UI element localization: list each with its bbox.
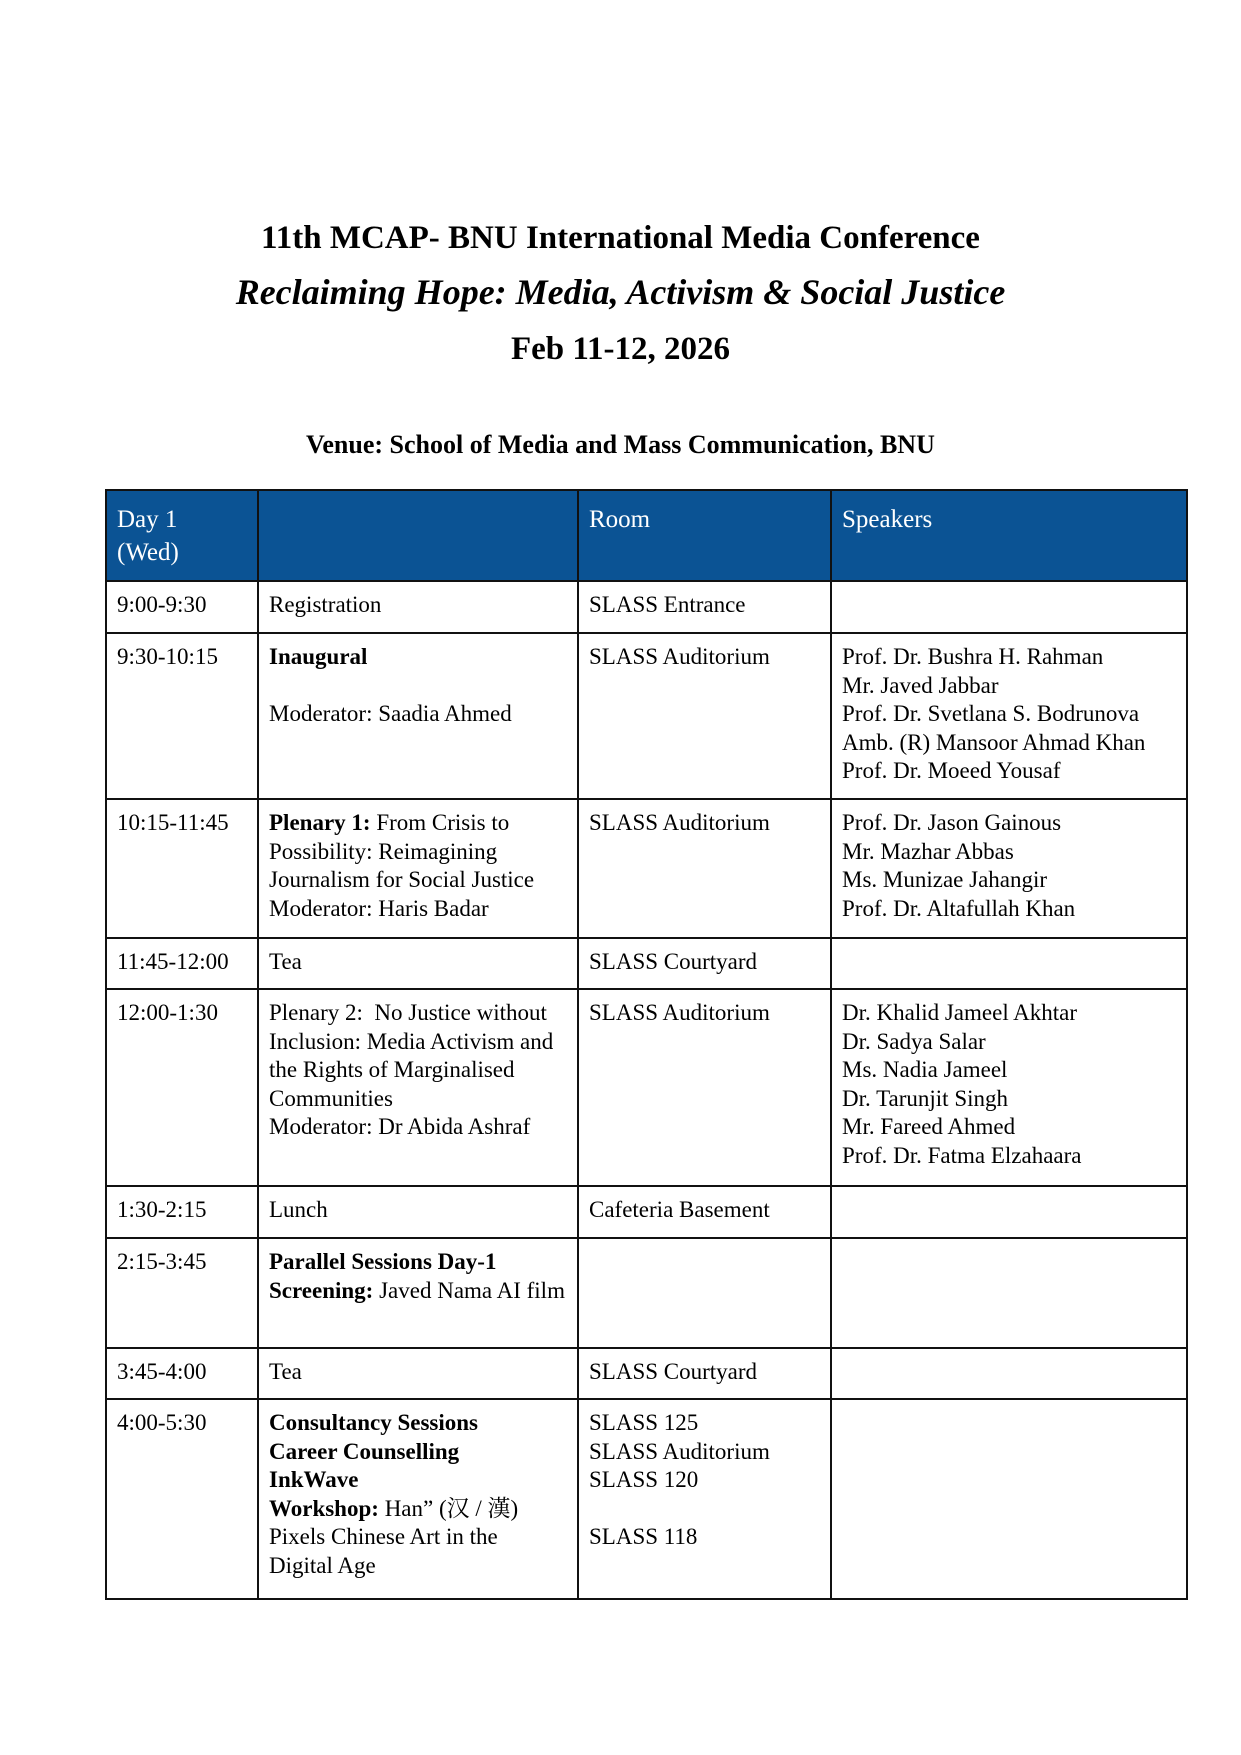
time-cell: 10:15-11:45	[106, 799, 258, 938]
session-cell	[258, 989, 578, 1186]
speaker: Ms. Nadia Jameel	[842, 1057, 1008, 1082]
room-cell: Cafeteria Basement	[578, 1186, 831, 1238]
speaker: Amb. (R) Mansoor Ahmad Khan	[842, 729, 1146, 755]
speakers-cell	[831, 1348, 1187, 1399]
speaker: Prof. Dr. Bushra H. Rahman	[842, 644, 1104, 669]
session-item: Career Counselling	[269, 1438, 460, 1464]
speakers-cell	[831, 938, 1187, 989]
session-item: InkWave	[269, 1467, 359, 1492]
session-cell: Tea	[258, 938, 578, 989]
speakers-cell	[831, 1399, 1187, 1599]
time-cell: 11:45-12:00	[106, 938, 258, 989]
speakers-cell	[831, 581, 1187, 633]
header-day	[106, 490, 258, 581]
header-weekday-label: (Wed)	[117, 539, 179, 566]
speaker: Prof. Dr. Fatma Elzahaara	[842, 1142, 1082, 1168]
header-session	[258, 490, 578, 581]
table-row	[106, 799, 1187, 938]
table-row	[106, 1399, 1187, 1599]
session-title: Plenary 1:	[269, 810, 371, 835]
room-cell	[578, 1399, 831, 1599]
time-cell: 2:15-3:45	[106, 1238, 258, 1348]
speaker: Dr. Khalid Jameel Akhtar	[842, 1000, 1078, 1025]
speaker: Dr. Tarunjit Singh	[842, 1085, 1008, 1111]
room-item: SLASS 118	[589, 1524, 698, 1549]
moderator: Moderator: Haris Badar	[269, 895, 489, 921]
conference-theme: Reclaiming Hope: Media, Activism & Social Justice	[235, 272, 1006, 312]
screening-description: Javed Nama AI film	[373, 1277, 565, 1303]
session-description: Plenary 2: No Justice without Inclusion: Media Activism and the Rights of Marginalised Communities	[269, 1000, 560, 1111]
header-room: Room	[578, 490, 831, 581]
room-cell: SLASS Courtyard	[578, 938, 831, 989]
speaker: Mr. Fareed Ahmed	[842, 1114, 1016, 1139]
table-row	[106, 581, 1187, 633]
session-title: Inaugural	[269, 644, 368, 669]
moderator: Moderator: Dr Abida Ashraf	[269, 1114, 531, 1139]
table-row	[106, 633, 1187, 799]
room-item: SLASS Auditorium	[589, 1438, 770, 1464]
session-cell	[258, 633, 578, 799]
session-cell	[258, 799, 578, 938]
session-cell: Registration	[258, 581, 578, 633]
session-cell: Lunch	[258, 1186, 578, 1238]
table-header-row	[106, 490, 1187, 581]
session-title: Parallel Sessions Day-1	[269, 1249, 497, 1274]
room-item-empty	[589, 1495, 820, 1524]
time-cell: 4:00-5:30	[106, 1399, 258, 1599]
time-cell: 9:00-9:30	[106, 581, 258, 633]
speakers-cell	[831, 633, 1187, 799]
room-cell: SLASS Auditorium	[578, 799, 831, 938]
session-item: Consultancy Sessions	[269, 1410, 478, 1435]
speaker: Dr. Sadya Salar	[842, 1028, 986, 1054]
schedule-table	[105, 489, 1188, 1600]
speaker: Prof. Dr. Moeed Yousaf	[842, 758, 1061, 783]
session-description: From Crisis to Possibility: Reimagining Journalism for Social Justice	[269, 810, 535, 892]
session-cell	[258, 1399, 578, 1599]
workshop-description: Han” (汉 / 漢) Pixels Chinese Art in the Digital Age	[269, 1495, 519, 1578]
table-row	[106, 989, 1187, 1186]
room-cell: SLASS Auditorium	[578, 989, 831, 1186]
table-row	[106, 1348, 1187, 1399]
room-cell	[578, 1238, 831, 1348]
room-item: SLASS 125	[589, 1410, 699, 1435]
room-cell: SLASS Auditorium	[578, 633, 831, 799]
speakers-cell	[831, 989, 1187, 1186]
speakers-cell	[831, 799, 1187, 938]
time-cell: 9:30-10:15	[106, 633, 258, 799]
screening-label: Screening:	[269, 1277, 374, 1303]
speaker: Prof. Dr. Jason Gainous	[842, 810, 1062, 835]
speaker: Mr. Javed Jabbar	[842, 672, 999, 698]
table-row	[106, 1186, 1187, 1238]
conference-dates: Feb 11-12, 2026	[510, 331, 731, 367]
room-item: SLASS 120	[589, 1467, 699, 1492]
workshop-label: Workshop:	[269, 1495, 379, 1521]
venue-line: Venue: School of Media and Mass Communication, BNU	[306, 430, 935, 459]
speaker: Mr. Mazhar Abbas	[842, 838, 1014, 864]
table-row	[106, 1238, 1187, 1348]
speaker: Prof. Dr. Svetlana S. Bodrunova	[842, 701, 1140, 726]
table-row	[106, 938, 1187, 989]
session-cell	[258, 1238, 578, 1348]
session-cell: Tea	[258, 1348, 578, 1399]
time-cell: 3:45-4:00	[106, 1348, 258, 1399]
speakers-cell	[831, 1186, 1187, 1238]
moderator: Moderator: Saadia Ahmed	[269, 701, 512, 726]
speaker: Ms. Munizae Jahangir	[842, 867, 1048, 892]
conference-title: 11th MCAP- BNU International Media Conference	[261, 220, 980, 256]
room-cell: SLASS Entrance	[578, 581, 831, 633]
speaker: Prof. Dr. Altafullah Khan	[842, 895, 1076, 921]
time-cell: 12:00-1:30	[106, 989, 258, 1186]
time-cell: 1:30-2:15	[106, 1186, 258, 1238]
room-cell: SLASS Courtyard	[578, 1348, 831, 1399]
header-speakers: Speakers	[831, 490, 1187, 581]
speakers-cell	[831, 1238, 1187, 1348]
header-day-label: Day 1	[117, 506, 178, 533]
